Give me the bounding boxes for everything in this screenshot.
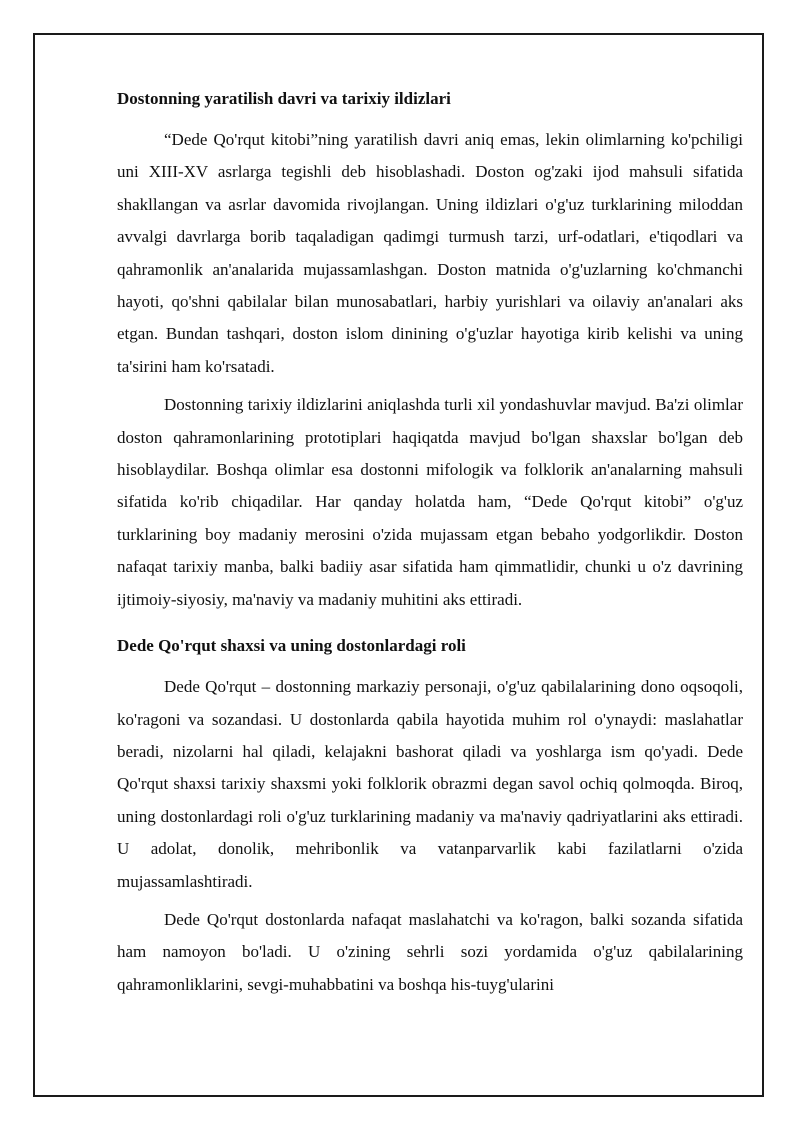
paragraph: Dostonning tarixiy ildizlarini aniqlashda turli xil yondashuvlar mavjud. Ba'zi olimlar doston qahramonlarining prototiplari haqiqatda mavjud bo'lgan shaxslar bo'lgan deb hisoblaydilar. Boshqa olimlar esa dostonni mifologik va folklorik an'analarning mahsuli sifatida ko'rib chiqadilar. Har qanday holatda ham, “Dede Qo'rqut kitobi” o'g'uz turklarining boy madaniy merosini o'zida mujassam etgan bebaho yodgorlikdir. Doston nafaqat tarixiy manba, balki badiiy asar sifatida ham qimmatlidir, chunki u o'z davrining ijtimoiy-siyosiy, ma'naviy va madaniy muhitini aks ettiradi.	[117, 395, 743, 609]
page-border	[33, 33, 764, 1097]
paragraph: Dede Qo'rqut dostonlarda nafaqat maslahatchi va ko'ragon, balki sozanda sifatida ham namoyon bo'ladi. U o'zining sehrli sozi yordamida o'g'uz qabilalarining qahramonliklarini, sevgi-muhabbatini va boshqa his-tuyg'ularini	[117, 909, 743, 994]
paragraph: Dede Qo'rqut – dostonning markaziy personaji, o'g'uz qabilalarining dono oqsoqoli, ko'ragoni va sozandasi. U dostonlarda qabila hayotida muhim rol o'ynaydi: maslahatlar beradi, nizolarni hal qiladi, kelajakni bashorat qiladi va yoshlarga ism qo'yadi. Dede Qo'rqut shaxsi tarixiy shaxsmi yoki folklorik obrazmi degan savol ochiq qolmoqda. Biroq, uning dostonlardagi roli o'g'uz turklarining madaniy va ma'naviy qadriyatlarini aks ettiradi. U adolat, donolik, mehribonlik va vatanparvarlik kabi fazilatlarni o'zida mujassamlashtiradi.	[117, 677, 743, 891]
paragraph: “Dede Qo'rqut kitobi”ning yaratilish davri aniq emas, lekin olimlarning ko'pchiligi uni XIII-XV asrlarga tegishli deb hisoblashadi. Doston og'zaki ijod mahsuli sifatida shakllangan va asrlar davomida rivojlangan. Uning ildizlari o'g'uz turklarining miloddan avvalgi davrlarga borib taqaladigan qadimgi turmush tarzi, urf-odatlari, e'tiqodlari va qahramonlik an'analarida mujassamlashgan. Doston matnida o'g'uzlarning ko'chmanchi hayoti, qo'shni qabilalar bilan munosabatlari, harbiy yurishlari va oilaviy an'analari aks etgan. Bundan tashqari, doston islom dinining o'g'uzlar hayotiga kirib kelishi va uning ta'sirini ham ko'rsatadi.	[117, 130, 743, 376]
document-body	[117, 87, 743, 1007]
section-heading-dede-qorqut: Dede Qo'rqut shaxsi va uning dostonlardagi roli	[117, 636, 466, 656]
section-heading-origins: Dostonning yaratilish davri va tarixiy ildizlari	[117, 89, 451, 108]
